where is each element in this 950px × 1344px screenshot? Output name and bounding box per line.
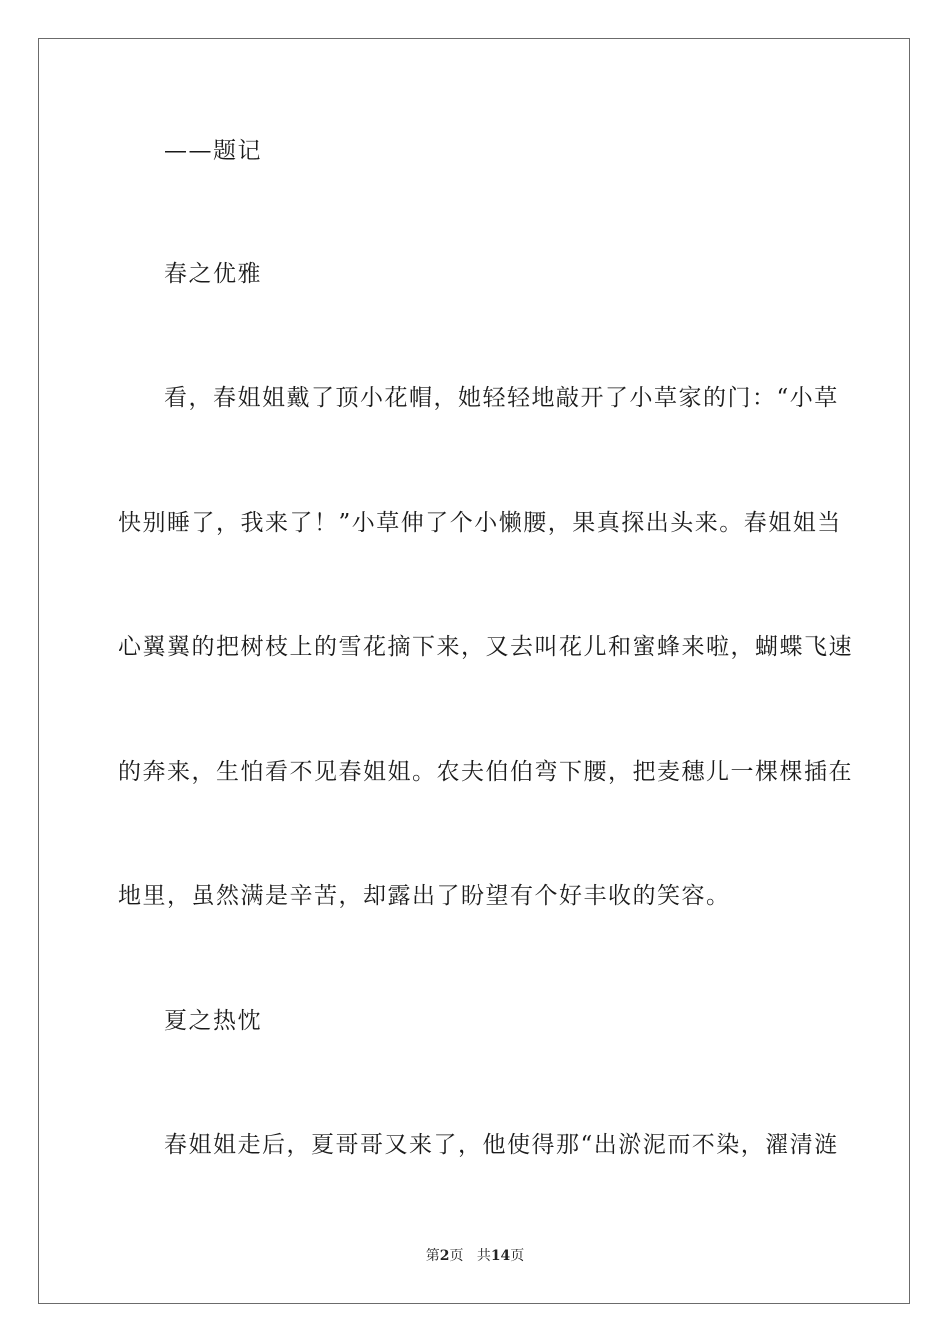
page-number: 2 <box>439 1248 450 1264</box>
total-suffix: 页 <box>510 1248 525 1264</box>
paragraph-line: 看，春姐姐戴了顶小花帽，她轻轻地敲开了小草家的门：“小草 <box>164 385 839 411</box>
paragraph-line: 心翼翼的把树枝上的雪花摘下来，又去叫花儿和蜜蜂来啦，蝴蝶飞速 <box>118 634 853 660</box>
page-suffix: 页 <box>449 1248 464 1264</box>
section-heading-spring: 春之优雅 <box>164 261 262 287</box>
paragraph-line: 的奔来，生怕看不见春姐姐。农夫伯伯弯下腰，把麦穗儿一棵棵插在 <box>118 759 853 785</box>
page-prefix: 第 <box>425 1248 440 1264</box>
paragraph-line: 地里，虽然满是辛苦，却露出了盼望有个好丰收的笑容。 <box>118 883 731 909</box>
section-heading-summer: 夏之热忱 <box>164 1008 262 1034</box>
total-prefix: 共 <box>476 1248 491 1264</box>
page-border <box>38 38 910 1304</box>
paragraph-line: 快别睡了，我来了！”小草伸了个小懒腰，果真探出头来。春姐姐当 <box>118 510 842 536</box>
epigraph-attribution: ——题记 <box>164 138 262 164</box>
total-pages: 14 <box>490 1248 511 1264</box>
paragraph-line: 春姐姐走后，夏哥哥又来了，他使得那“出淤泥而不染，濯清涟 <box>164 1132 839 1158</box>
page-footer <box>0 1246 950 1266</box>
